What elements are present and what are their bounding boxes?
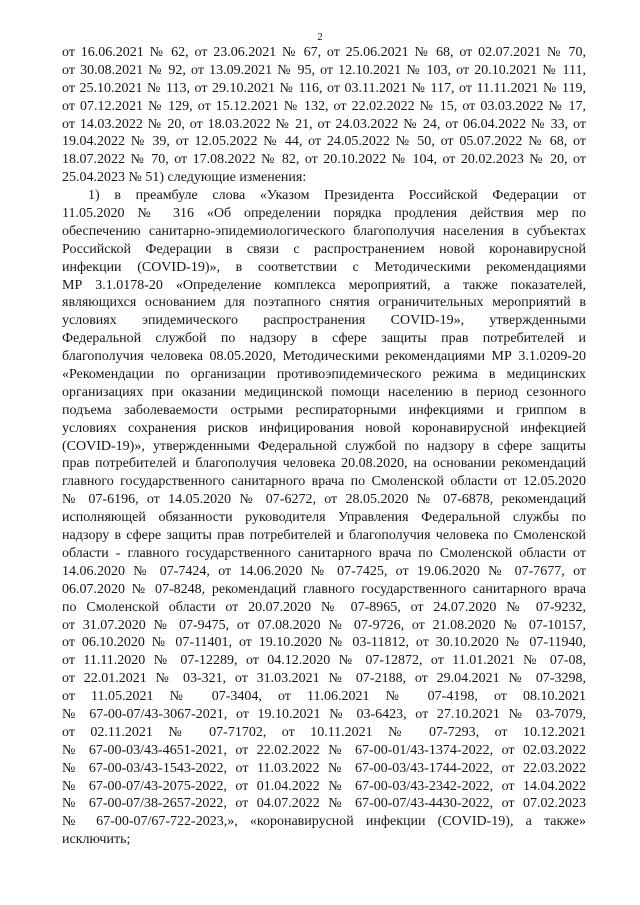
document-body [62,44,586,849]
text-line: МР 3.1.0178-20 «Определение комплекса мероприятий, а также показателей, [62,277,586,293]
text-line: от 22.01.2021 № 03-321, от 31.03.2021 № 07-2188, от 29.04.2021 № 07-3298, [62,671,586,687]
text-line: инфекции (COVID-19)», в соответствии с Методическими рекомендациями [62,259,586,275]
text-line: от 07.12.2021 № 129, от 15.12.2021 № 132, от 22.02.2022 № 15, от 03.03.2022 № 17, [62,98,586,114]
text-line: исполняющей обязанности руководителя Управления Федеральной службы по [62,510,586,526]
text-line: 25.04.2023 № 51) следующие изменения: [62,170,307,186]
text-line: Российской Федерации в связи с распространением новой коронавирусной [62,241,586,257]
paragraph-first-line: 1) в преамбуле слова «Указом Президента Российской Федерации от [88,188,586,204]
text-line: области - главного государственного санитарного врача по Смоленской области от [62,545,586,561]
text-line: благополучия человека 08.05.2020, Методическими рекомендациями МР 3.1.0209-20 [62,349,586,365]
text-line: подъема заболеваемости острыми респираторными инфекциями и гриппом в [62,402,586,418]
text-line: от 16.06.2021 № 62, от 23.06.2021 № 67, от 25.06.2021 № 68, от 02.07.2021 № 70, [62,45,586,60]
text-line: от 31.07.2020 № 07-9475, от 07.08.2020 № 07-9726, от 21.08.2020 № 07-10157, [62,617,586,633]
text-line: от 11.05.2021 № 07-3404, от 11.06.2021 № 07-4198, от 08.10.2021 [62,689,586,705]
text-line: условиях эпидемического распространения COVID-19», утвержденными [62,313,586,329]
text-line: прав потребителей и благополучия человека 20.08.2020, на основании рекомендаций [62,456,586,472]
text-line: 06.07.2020 № 07-8248, рекомендаций главного государственного санитарного врача [62,581,586,597]
text-line: надзору в сфере защиты прав потребителей и благополучия человека по Смоленской [62,528,586,544]
text-line: № 67-00-07/38-2657-2022, от 04.07.2022 № 67-00-07/43-4430-2022, от 07.02.2023 [62,796,586,812]
text-line: по Смоленской области от 20.07.2020 № 07-8965, от 24.07.2020 № 07-9232, [62,599,586,615]
text-line: (COVID-19)», утвержденными Федеральной службой по надзору в сфере защиты [62,438,586,454]
text-line: «Рекомендации по организации противоэпидемического режима в медицинских [62,367,586,383]
text-line: № 67-00-07/43-3067-2021, от 19.10.2021 № 03-6423, от 27.10.2021 № 03-7079, [62,706,586,722]
text-line: № 07-6196, от 14.05.2020 № 07-6272, от 28.05.2020 № 07-6878, рекомендаций [62,492,586,508]
text-line: 19.04.2022 № 39, от 12.05.2022 № 44, от 24.05.2022 № 50, от 05.07.2022 № 68, от [62,134,586,150]
text-line: главного государственного санитарного врача по Смоленской области от 12.05.2020 [62,474,586,490]
text-line: от 02.11.2021 № 07-71702, от 10.11.2021 № 07-7293, от 10.12.2021 [62,724,586,740]
text-line: условиях сохранения рисков инфицирования новой коронавирусной инфекцией [62,420,586,436]
text-line: 18.07.2022 № 70, от 17.08.2022 № 82, от 20.10.2022 № 104, от 20.02.2023 № 20, от [62,152,586,168]
text-line: исключить; [62,832,131,848]
text-line: от 25.10.2021 № 113, от 29.10.2021 № 116, от 03.11.2021 № 117, от 11.11.2021 № 119, [62,80,586,96]
text-line: 14.06.2020 № 07-7424, от 14.06.2020 № 07-7425, от 19.06.2020 № 07-7677, от [62,563,586,579]
text-line: обеспечению санитарно-эпидемиологического благополучия населения в субъектах [62,223,586,239]
text-line: 11.05.2020 № 316 «Об определении порядка продления действия мер по [62,206,586,222]
page-number: 2 [317,31,323,43]
text-line: от 30.08.2021 № 92, от 13.09.2021 № 95, от 12.10.2021 № 103, от 20.10.2021 № 111, [62,62,586,78]
text-line: № 67-00-03/43-1543-2022, от 11.03.2022 № 67-00-03/43-1744-2022, от 22.03.2022 [62,760,586,776]
text-line: являющихся основанием для поэтапного снятия ограничительных мероприятий в [62,295,586,311]
text-line: № 67-00-07/67-722-2023,», «коронавирусной инфекции (COVID-19), а также» [62,814,586,830]
text-line: Федеральной службой по надзору в сфере защиты прав потребителей и [62,331,586,347]
text-line: № 67-00-03/43-4651-2021, от 22.02.2022 № 67-00-01/43-1374-2022, от 02.03.2022 [62,742,586,758]
text-line: № 67-00-07/43-2075-2022, от 01.04.2022 № 67-00-03/43-2342-2022, от 14.04.2022 [62,778,586,794]
text-line: от 06.10.2020 № 07-11401, от 19.10.2020 № 03-11812, от 30.10.2020 № 07-11940, [62,635,586,651]
text-line: организациях при оказании медицинской помощи населению в период сезонного [62,384,586,400]
text-line: от 11.11.2020 № 07-12289, от 04.12.2020 № 07-12872, от 11.01.2021 № 07-08, [62,653,586,669]
text-line: от 14.03.2022 № 20, от 18.03.2022 № 21, от 24.03.2022 № 24, от 06.04.2022 № 33, от [62,116,586,132]
